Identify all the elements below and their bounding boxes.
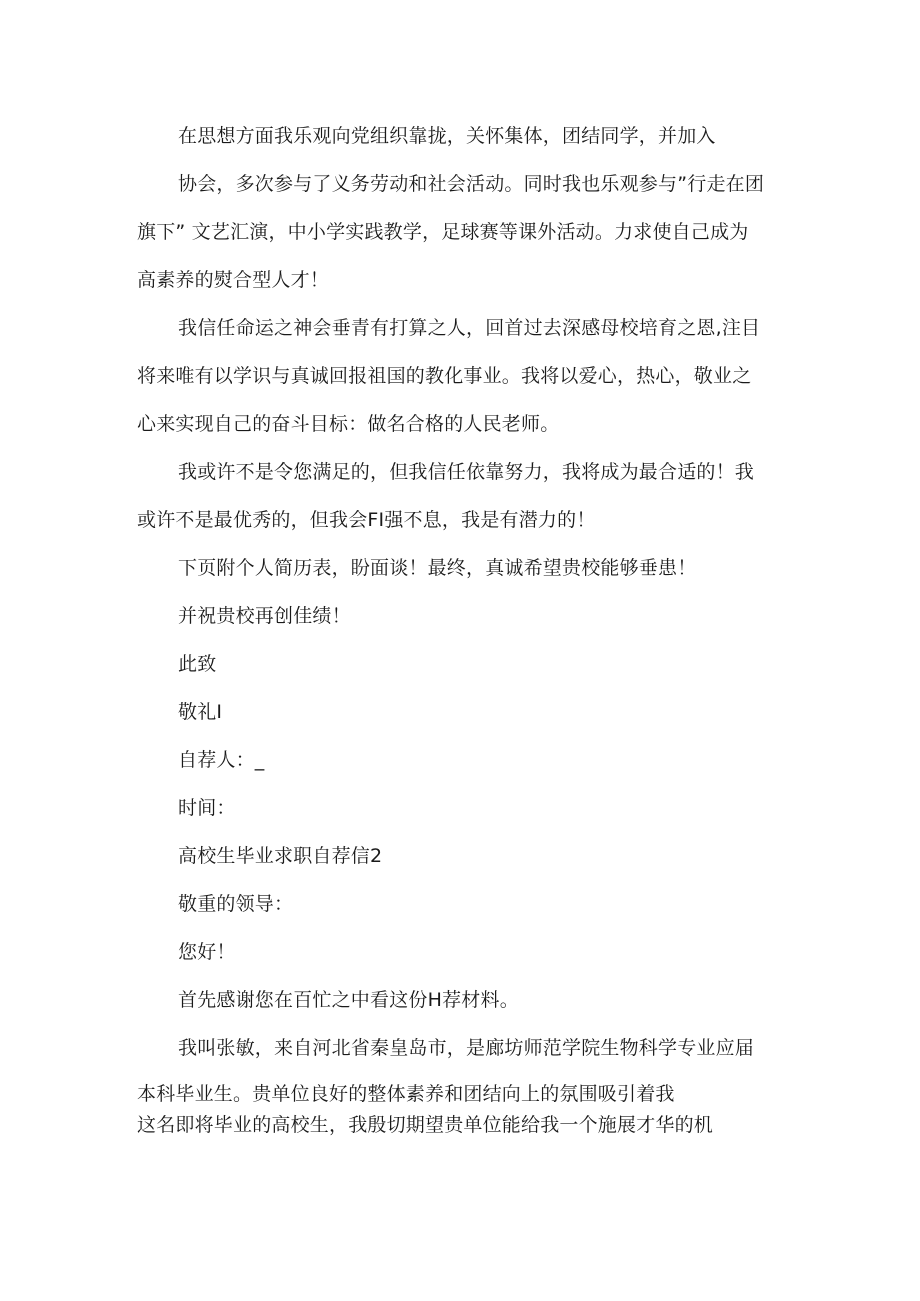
paragraph-3-line-2: 或许不是最优秀的，但我会FI强不息，我是有潜力的！ (137, 509, 596, 531)
paragraph-2-line-3: 心来实现自己的奋斗目标：做名合格的人民老师。 (137, 413, 560, 435)
thanks-line: 首先感谢您在百忙之中看这份H荐材料。 (178, 989, 519, 1011)
paragraph-4-line-3: 这名即将毕业的高校生，我殷切期望贵单位能给我一个施展才华的机 (137, 1114, 714, 1136)
appendix-note: 下页附个人简历表，盼面谈！最终，真诚希望贵校能够垂患！ (178, 557, 697, 579)
closing-salute: 敬礼I (178, 701, 223, 723)
paragraph-1-line-1: 在思想方面我乐观向党组织靠拢，关怀集体，团结同学，并加入 (178, 125, 716, 147)
paragraph-1-line-3: 旗下” 文艺汇演，中小学实践教学，足球赛等课外活动。力求使自己成为 (137, 221, 749, 243)
greeting: 您好！ (178, 941, 236, 963)
signature-line: 自荐人：_ (178, 749, 265, 771)
letter-2-title: 高校生毕业求职自荐信2 (178, 845, 383, 867)
paragraph-2-line-1: 我信任命运之神会垂青有打算之人，回首过去深感母校培育之恩,注目 (178, 317, 761, 339)
paragraph-2-line-2: 将来唯有以学识与真诚回报祖国的教化事业。我将以爱心，热心，敬业之 (137, 365, 752, 387)
closing-greeting: 此致 (178, 653, 217, 675)
paragraph-4-line-1: 我叫张敏，来自河北省秦皇岛市，是廊坊师范学院生物科学专业应届 (178, 1037, 755, 1059)
salutation: 敬重的领导： (178, 893, 294, 915)
paragraph-1-line-4: 高素养的熨合型人才！ (137, 269, 330, 291)
wish-line: 并祝贵校再创佳绩！ (178, 605, 351, 627)
date-line: 时间： (178, 797, 236, 819)
paragraph-3-line-1: 我或许不是令您满足的，但我信任依靠努力，我将成为最合适的！我 (178, 461, 755, 483)
paragraph-1-line-2: 协会，多次参与了义务劳动和社会活动。同时我也乐观参与”行走在团 (178, 173, 765, 195)
paragraph-4-line-2: 本科毕业生。贵单位良好的整体素养和团结向上的氛围吸引着我 (137, 1083, 675, 1105)
